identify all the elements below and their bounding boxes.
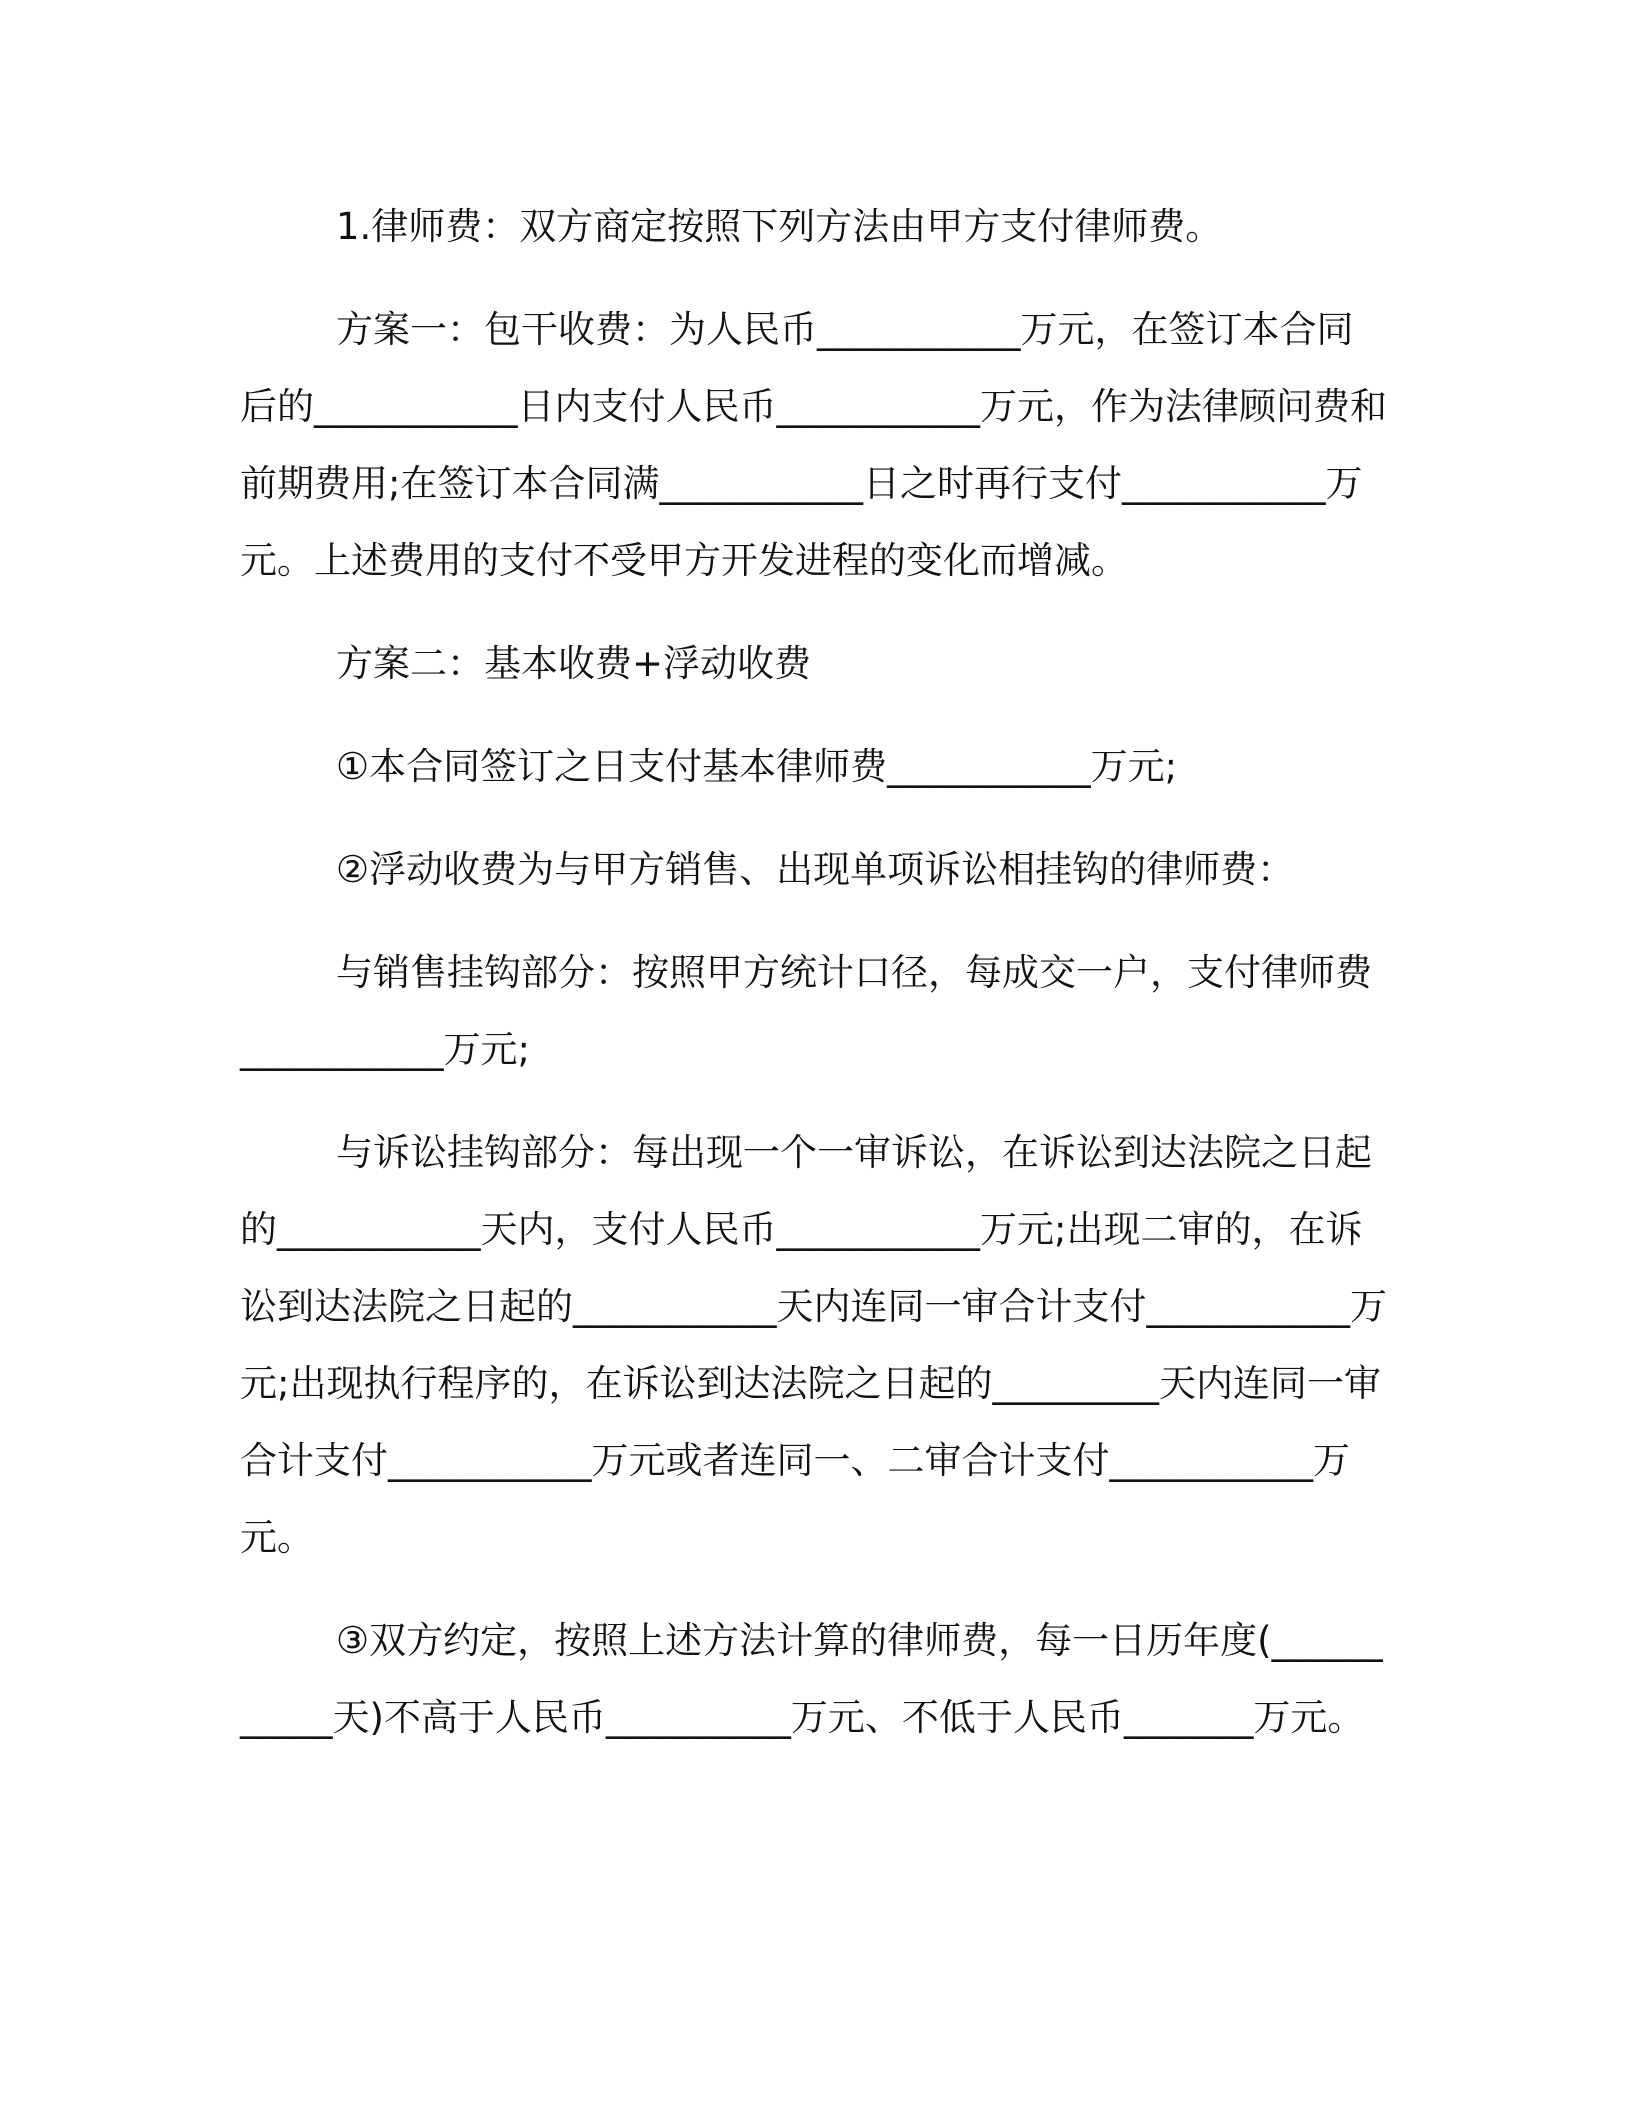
paragraph-basic-fee: ①本合同签订之日支付基本律师费___________万元; bbox=[336, 745, 1178, 788]
paragraph-plan-two-heading: 方案二：基本收费+浮动收费 bbox=[336, 642, 812, 685]
paragraph-plan-one: 方案一：包干收费：为人民币___________万元，在签订本合同后的___________日内支付人民币___________万元，作为法律顾问费和前期费用;在签订本合同满___________日之时再行支付___________万元。上述费用的支付不受甲方开发进程的变化而增减。 bbox=[240, 308, 1387, 582]
paragraph-litigation-linked: 与诉讼挂钩部分：每出现一个一审诉讼，在诉讼到达法院之日起的___________天内，支付人民币___________万元;出现二审的，在诉讼到达法院之日起的___________天内连同一审合计支付___________万元;出现执行程序的，在诉讼到达法院之日起的_________天内连同一审合计支付___________万元或者连同一、二审合计支付___________万元。 bbox=[240, 1131, 1387, 1559]
paragraph-lawyer-fee-heading: 1.律师费：双方商定按照下列方法由甲方支付律师费。 bbox=[336, 205, 1223, 248]
paragraph-sales-linked: 与销售挂钩部分：按照甲方统计口径，每成交一户，支付律师费___________万元; bbox=[240, 951, 1372, 1071]
paragraph-annual-cap: ③双方约定，按照上述方法计算的律师费，每一日历年度(___________天)不高于人民币__________万元、不低于人民币_______万元。 bbox=[240, 1619, 1383, 1739]
document-body bbox=[240, 188, 1390, 1782]
paragraph-floating-fee: ②浮动收费为与甲方销售、出现单项诉讼相挂钩的律师费： bbox=[336, 848, 1295, 891]
